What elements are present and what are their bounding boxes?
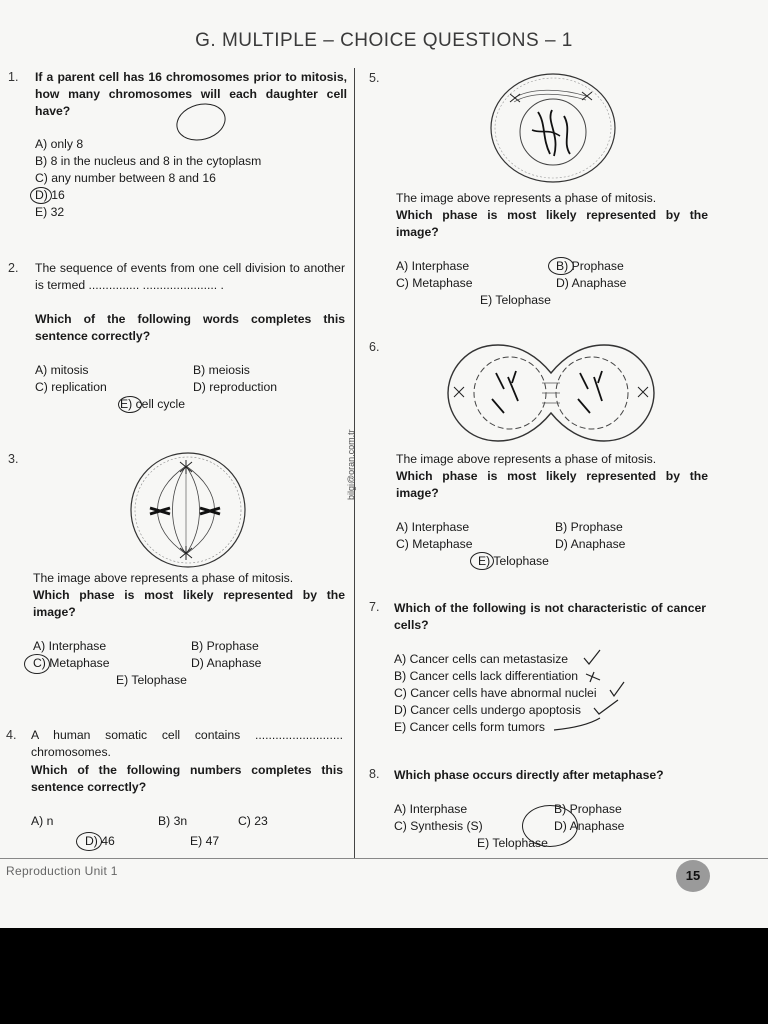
page-number-badge: 15 (676, 860, 710, 892)
q5-option-b: B) Prophase (556, 259, 624, 273)
q4-number: 4. (6, 728, 17, 742)
footer-unit: Reproduction Unit 1 (6, 864, 118, 878)
q3-option-b: B) Prophase (191, 639, 259, 653)
q2-option-b: B) meiosis (193, 363, 250, 377)
q7-option-a: A) Cancer cells can metastasize (394, 652, 569, 666)
telophase-cell-diagram (446, 343, 656, 443)
watermark-email: bilgi@oran.com.tr (346, 429, 356, 500)
q1-option-b: B) 8 in the nucleus and 8 in the cytoplasm (35, 154, 262, 168)
q6-option-d: D) Anaphase (555, 537, 626, 551)
answer-circle-mark (30, 187, 52, 204)
q5-question: Which phase is most likely represented by the image? (396, 208, 708, 239)
q7-question: Which of the following is not characteristic of cancer cells? (394, 601, 706, 632)
q7-option-e: E) Cancer cells form tumors (394, 720, 546, 734)
q7-option-b: B) Cancer cells lack differentiation (394, 669, 579, 683)
q1-text: If a parent cell has 16 chromosomes prior to mitosis, how many chromosomes will each daughter cell have? (35, 70, 347, 118)
q6-option-e: E) Telophase (478, 554, 549, 568)
q5-text: The image above represents a phase of mitosis. (396, 191, 657, 205)
q2-question: Which of the following words completes this sentence correctly? (35, 312, 345, 343)
q4-option-c: C) 23 (238, 814, 268, 828)
answer-circle-mark (548, 257, 574, 275)
q3-option-d: D) Anaphase (191, 656, 262, 670)
q8-question: Which phase occurs directly after metaphase? (394, 768, 664, 782)
q8-option-e: E) Telophase (477, 836, 548, 850)
q1-option-c: C) any number between 8 and 16 (35, 171, 216, 185)
answer-circle-mark (522, 805, 578, 847)
answer-circle-mark (24, 654, 50, 674)
q5-option-d: D) Anaphase (556, 276, 627, 290)
q3-option-a: A) Interphase (33, 639, 107, 653)
q1-option-d: D) 16 (35, 188, 65, 202)
page-title: G. MULTIPLE – CHOICE QUESTIONS – 1 (195, 30, 573, 51)
q4-option-b: B) 3n (158, 814, 188, 828)
q6-question: Which phase is most likely represented by the image? (396, 469, 708, 500)
q6-option-b: B) Prophase (555, 520, 623, 534)
q8-number: 8. (369, 767, 380, 781)
q4-option-e: E) 47 (190, 834, 220, 848)
q1-option-e: E) 32 (35, 205, 65, 219)
q7-option-c: C) Cancer cells have abnormal nuclei (394, 686, 597, 700)
q8-option-a: A) Interphase (394, 802, 468, 816)
q1-option-a: A) only 8 (35, 137, 84, 151)
metaphase-cell-diagram (128, 452, 248, 572)
q4-question: Which of the following numbers completes this sentence correctly? (31, 763, 343, 794)
prophase-cell-diagram (490, 72, 616, 184)
q2-option-d: D) reproduction (193, 380, 277, 394)
q6-text: The image above represents a phase of mitosis. (396, 452, 657, 466)
q3-question: Which phase is most likely represented by the image? (33, 588, 345, 619)
q3-number: 3. (8, 452, 19, 466)
answer-circle-mark (118, 396, 142, 413)
q6-option-a: A) Interphase (396, 520, 470, 534)
q4-text: A human somatic cell contains .......................... chromosomes. (31, 728, 343, 759)
q2-number: 2. (8, 261, 19, 275)
footer-rule (0, 858, 768, 859)
answer-circle-mark (470, 552, 494, 570)
q2-option-e: E) cell cycle (120, 397, 186, 411)
q4-option-d: D) 46 (85, 834, 115, 848)
q6-number: 6. (369, 340, 380, 354)
q5-number: 5. (369, 71, 380, 85)
q7-option-d: D) Cancer cells undergo apoptosis (394, 703, 581, 717)
q5-option-e: E) Telophase (480, 293, 551, 307)
q3-text: The image above represents a phase of mitosis. (33, 571, 294, 585)
q1-number: 1. (8, 70, 19, 84)
q2-text: The sequence of events from one cell division to another is termed ............... ...................... . (35, 261, 345, 292)
q6-option-c: C) Metaphase (396, 537, 473, 551)
q8-option-c: C) Synthesis (S) (394, 819, 483, 833)
answer-circle-mark (76, 832, 102, 851)
q5-option-a: A) Interphase (396, 259, 470, 273)
q4-option-a: A) n (31, 814, 54, 828)
q2-option-a: A) mitosis (35, 363, 89, 377)
q5-option-c: C) Metaphase (396, 276, 473, 290)
q8-option-d: D) Anaphase (554, 819, 625, 833)
q3-option-c: C) Metaphase (33, 656, 110, 670)
q2-option-c: C) replication (35, 380, 107, 394)
q3-option-e: E) Telophase (116, 673, 187, 687)
q7-number: 7. (369, 600, 380, 614)
q8-option-b: B) Prophase (554, 802, 622, 816)
handwritten-check-marks (580, 646, 630, 736)
